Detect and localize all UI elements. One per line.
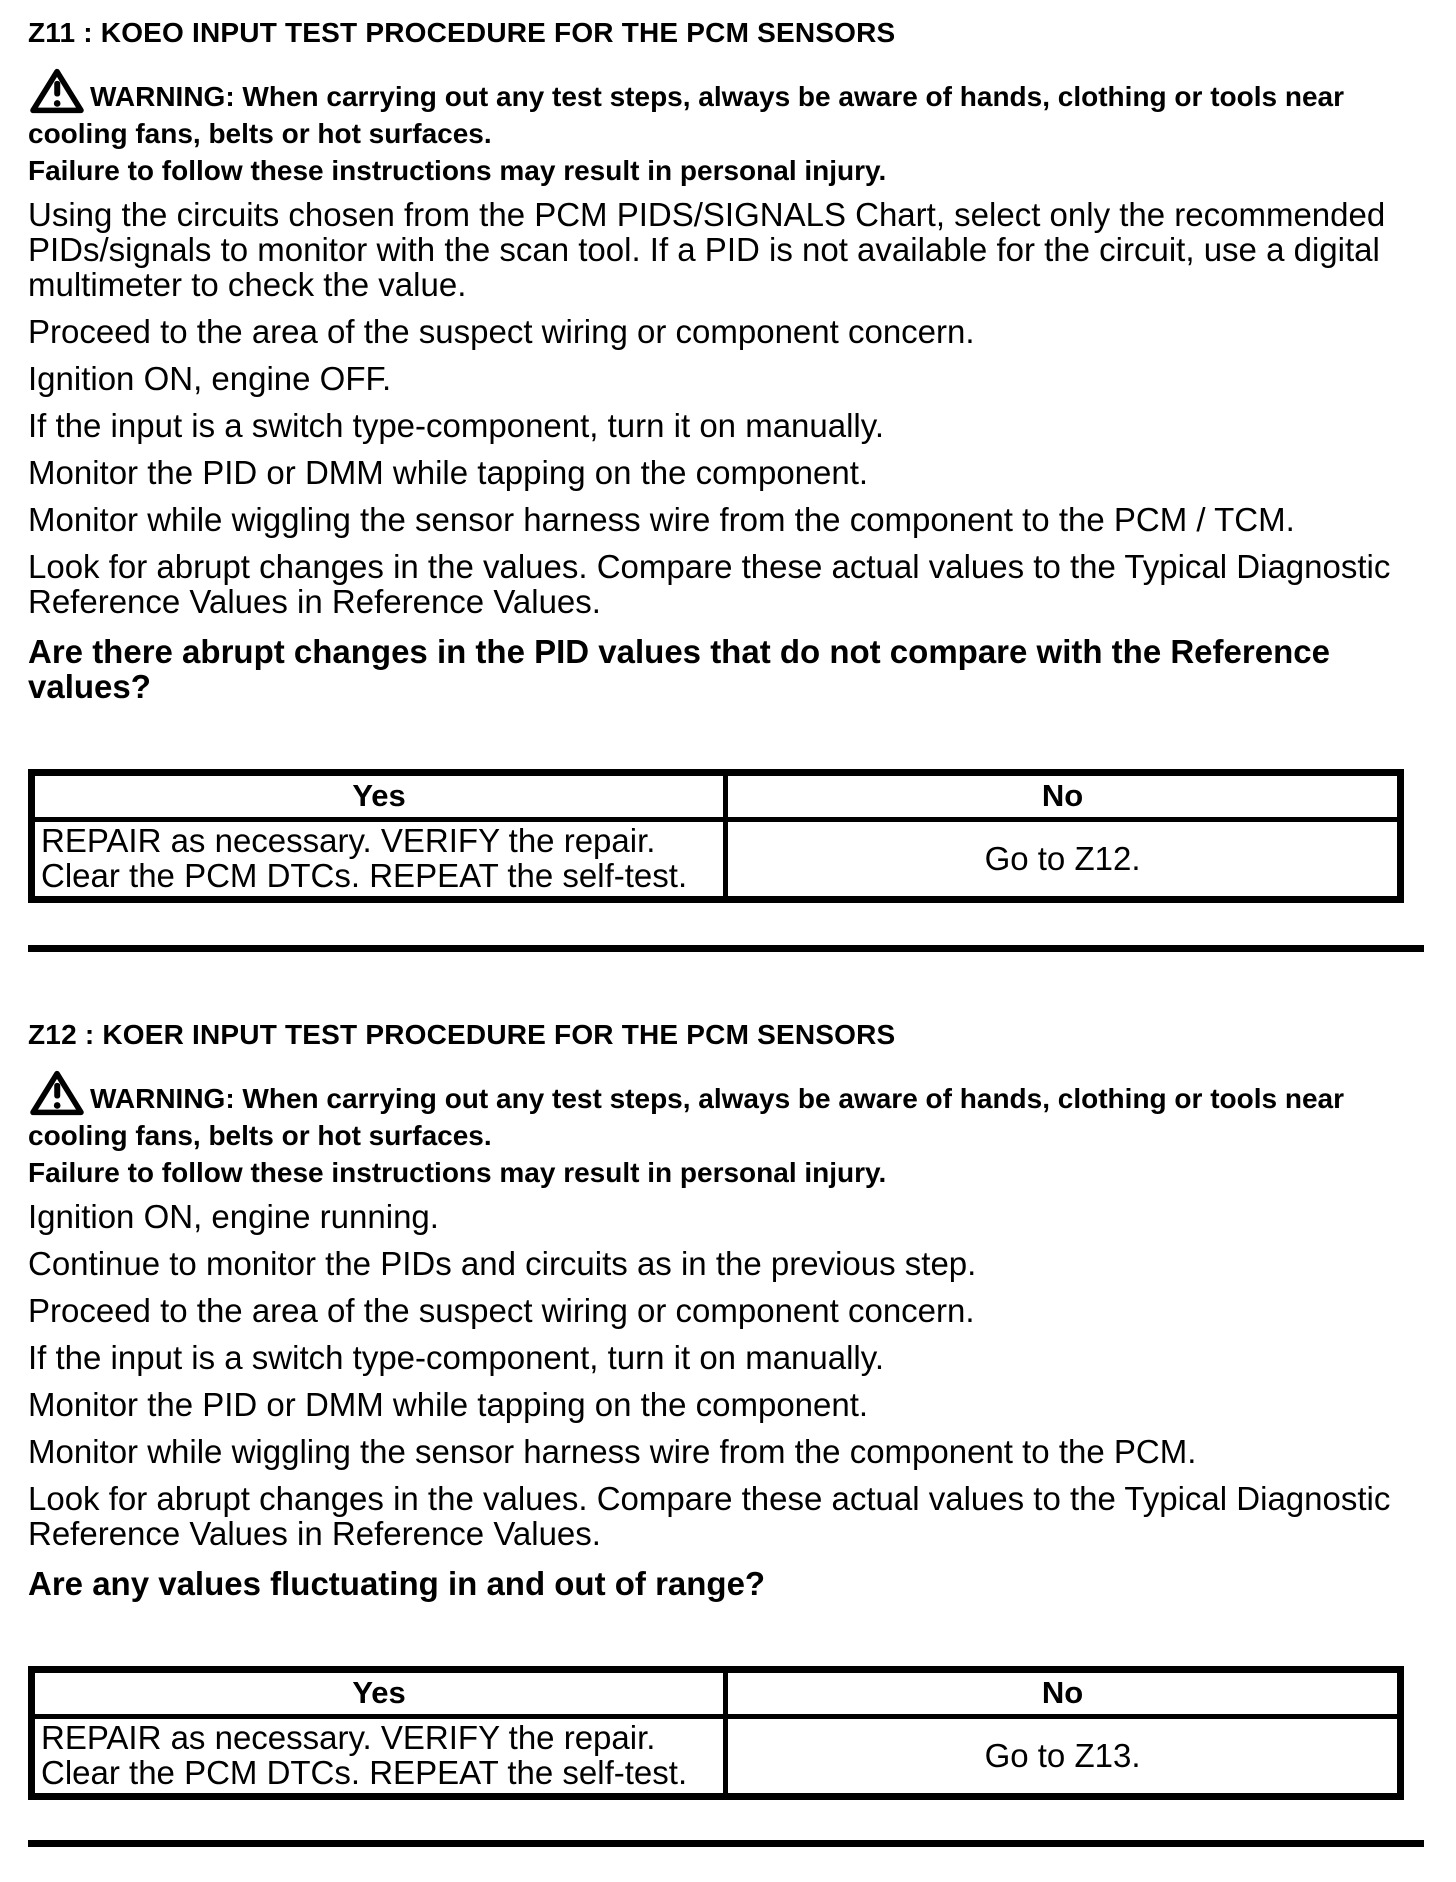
- yes-column-header: Yes: [32, 1670, 726, 1717]
- paragraph: Monitor while wiggling the sensor harness wire from the component to the PCM.: [28, 1433, 1197, 1470]
- no-column-header: No: [726, 1670, 1401, 1717]
- yes-action-cell: REPAIR as necessary. VERIFY the repair. Clear the PCM DTCs. REPEAT the self-test.: [32, 1717, 726, 1797]
- warning-text: WARNING: When carrying out any test steps, always be aware of hands, clothing or tools near cooling fans, belts or hot surfaces.: [28, 81, 1345, 149]
- section-divider: [28, 1840, 1424, 1847]
- decision-table-z11: [28, 769, 1404, 903]
- no-action-cell: Go to Z13.: [726, 1717, 1401, 1797]
- table-header-row: [32, 773, 1401, 820]
- table-row: [32, 820, 1401, 900]
- paragraph: If the input is a switch type-component, turn it on manually.: [28, 1339, 884, 1376]
- no-column-header: No: [726, 773, 1401, 820]
- no-action-cell: Go to Z12.: [726, 820, 1401, 900]
- section-z12-heading: Z12 : KOER INPUT TEST PROCEDURE FOR THE PCM SENSORS: [28, 1019, 896, 1050]
- section-divider: [28, 945, 1424, 952]
- paragraph: Ignition ON, engine OFF.: [28, 360, 392, 397]
- warning-text: WARNING: When carrying out any test steps, always be aware of hands, clothing or tools near cooling fans, belts or hot surfaces.: [28, 1083, 1345, 1151]
- section-z11: [28, 16, 1404, 952]
- warning-block: [28, 67, 1404, 189]
- decision-question: Are there abrupt changes in the PID values that do not compare with the Reference values?: [28, 633, 1330, 705]
- paragraph: If the input is a switch type-component, turn it on manually.: [28, 407, 884, 444]
- paragraph: Proceed to the area of the suspect wiring or component concern.: [28, 313, 975, 350]
- warning-failure-text: Failure to follow these instructions may result in personal injury.: [28, 1157, 887, 1188]
- warning-triangle-icon: [28, 67, 86, 115]
- yes-action-cell: REPAIR as necessary. VERIFY the repair. Clear the PCM DTCs. REPEAT the self-test.: [32, 820, 726, 900]
- warning-failure-text: Failure to follow these instructions may result in personal injury.: [28, 155, 887, 186]
- warning-block: [28, 1069, 1404, 1191]
- section-z11-heading: Z11 : KOEO INPUT TEST PROCEDURE FOR THE PCM SENSORS: [28, 17, 896, 48]
- decision-table-z12: [28, 1666, 1404, 1800]
- decision-question: Are any values fluctuating in and out of range?: [28, 1565, 766, 1602]
- paragraph: Ignition ON, engine running.: [28, 1198, 439, 1235]
- table-row: [32, 1717, 1401, 1797]
- yes-column-header: Yes: [32, 773, 726, 820]
- paragraph: Look for abrupt changes in the values. Compare these actual values to the Typical Diagnostic Reference Values in Reference Values.: [28, 1480, 1391, 1552]
- paragraph: Monitor the PID or DMM while tapping on the component.: [28, 454, 869, 491]
- paragraph: Proceed to the area of the suspect wiring or component concern.: [28, 1292, 975, 1329]
- table-header-row: [32, 1670, 1401, 1717]
- warning-triangle-icon: [28, 1069, 86, 1117]
- section-z12: [28, 1018, 1404, 1847]
- paragraph: Monitor while wiggling the sensor harness wire from the component to the PCM / TCM.: [28, 501, 1295, 538]
- paragraph: Continue to monitor the PIDs and circuits as in the previous step.: [28, 1245, 977, 1282]
- paragraph: Look for abrupt changes in the values. Compare these actual values to the Typical Diagnostic Reference Values in Reference Values.: [28, 548, 1391, 620]
- paragraph: Using the circuits chosen from the PCM PIDS/SIGNALS Chart, select only the recommended PIDs/signals to monitor with the scan tool. If a PID is not available for the circuit, use a digital multimeter to check the value.: [28, 196, 1386, 303]
- paragraph: Monitor the PID or DMM while tapping on the component.: [28, 1386, 869, 1423]
